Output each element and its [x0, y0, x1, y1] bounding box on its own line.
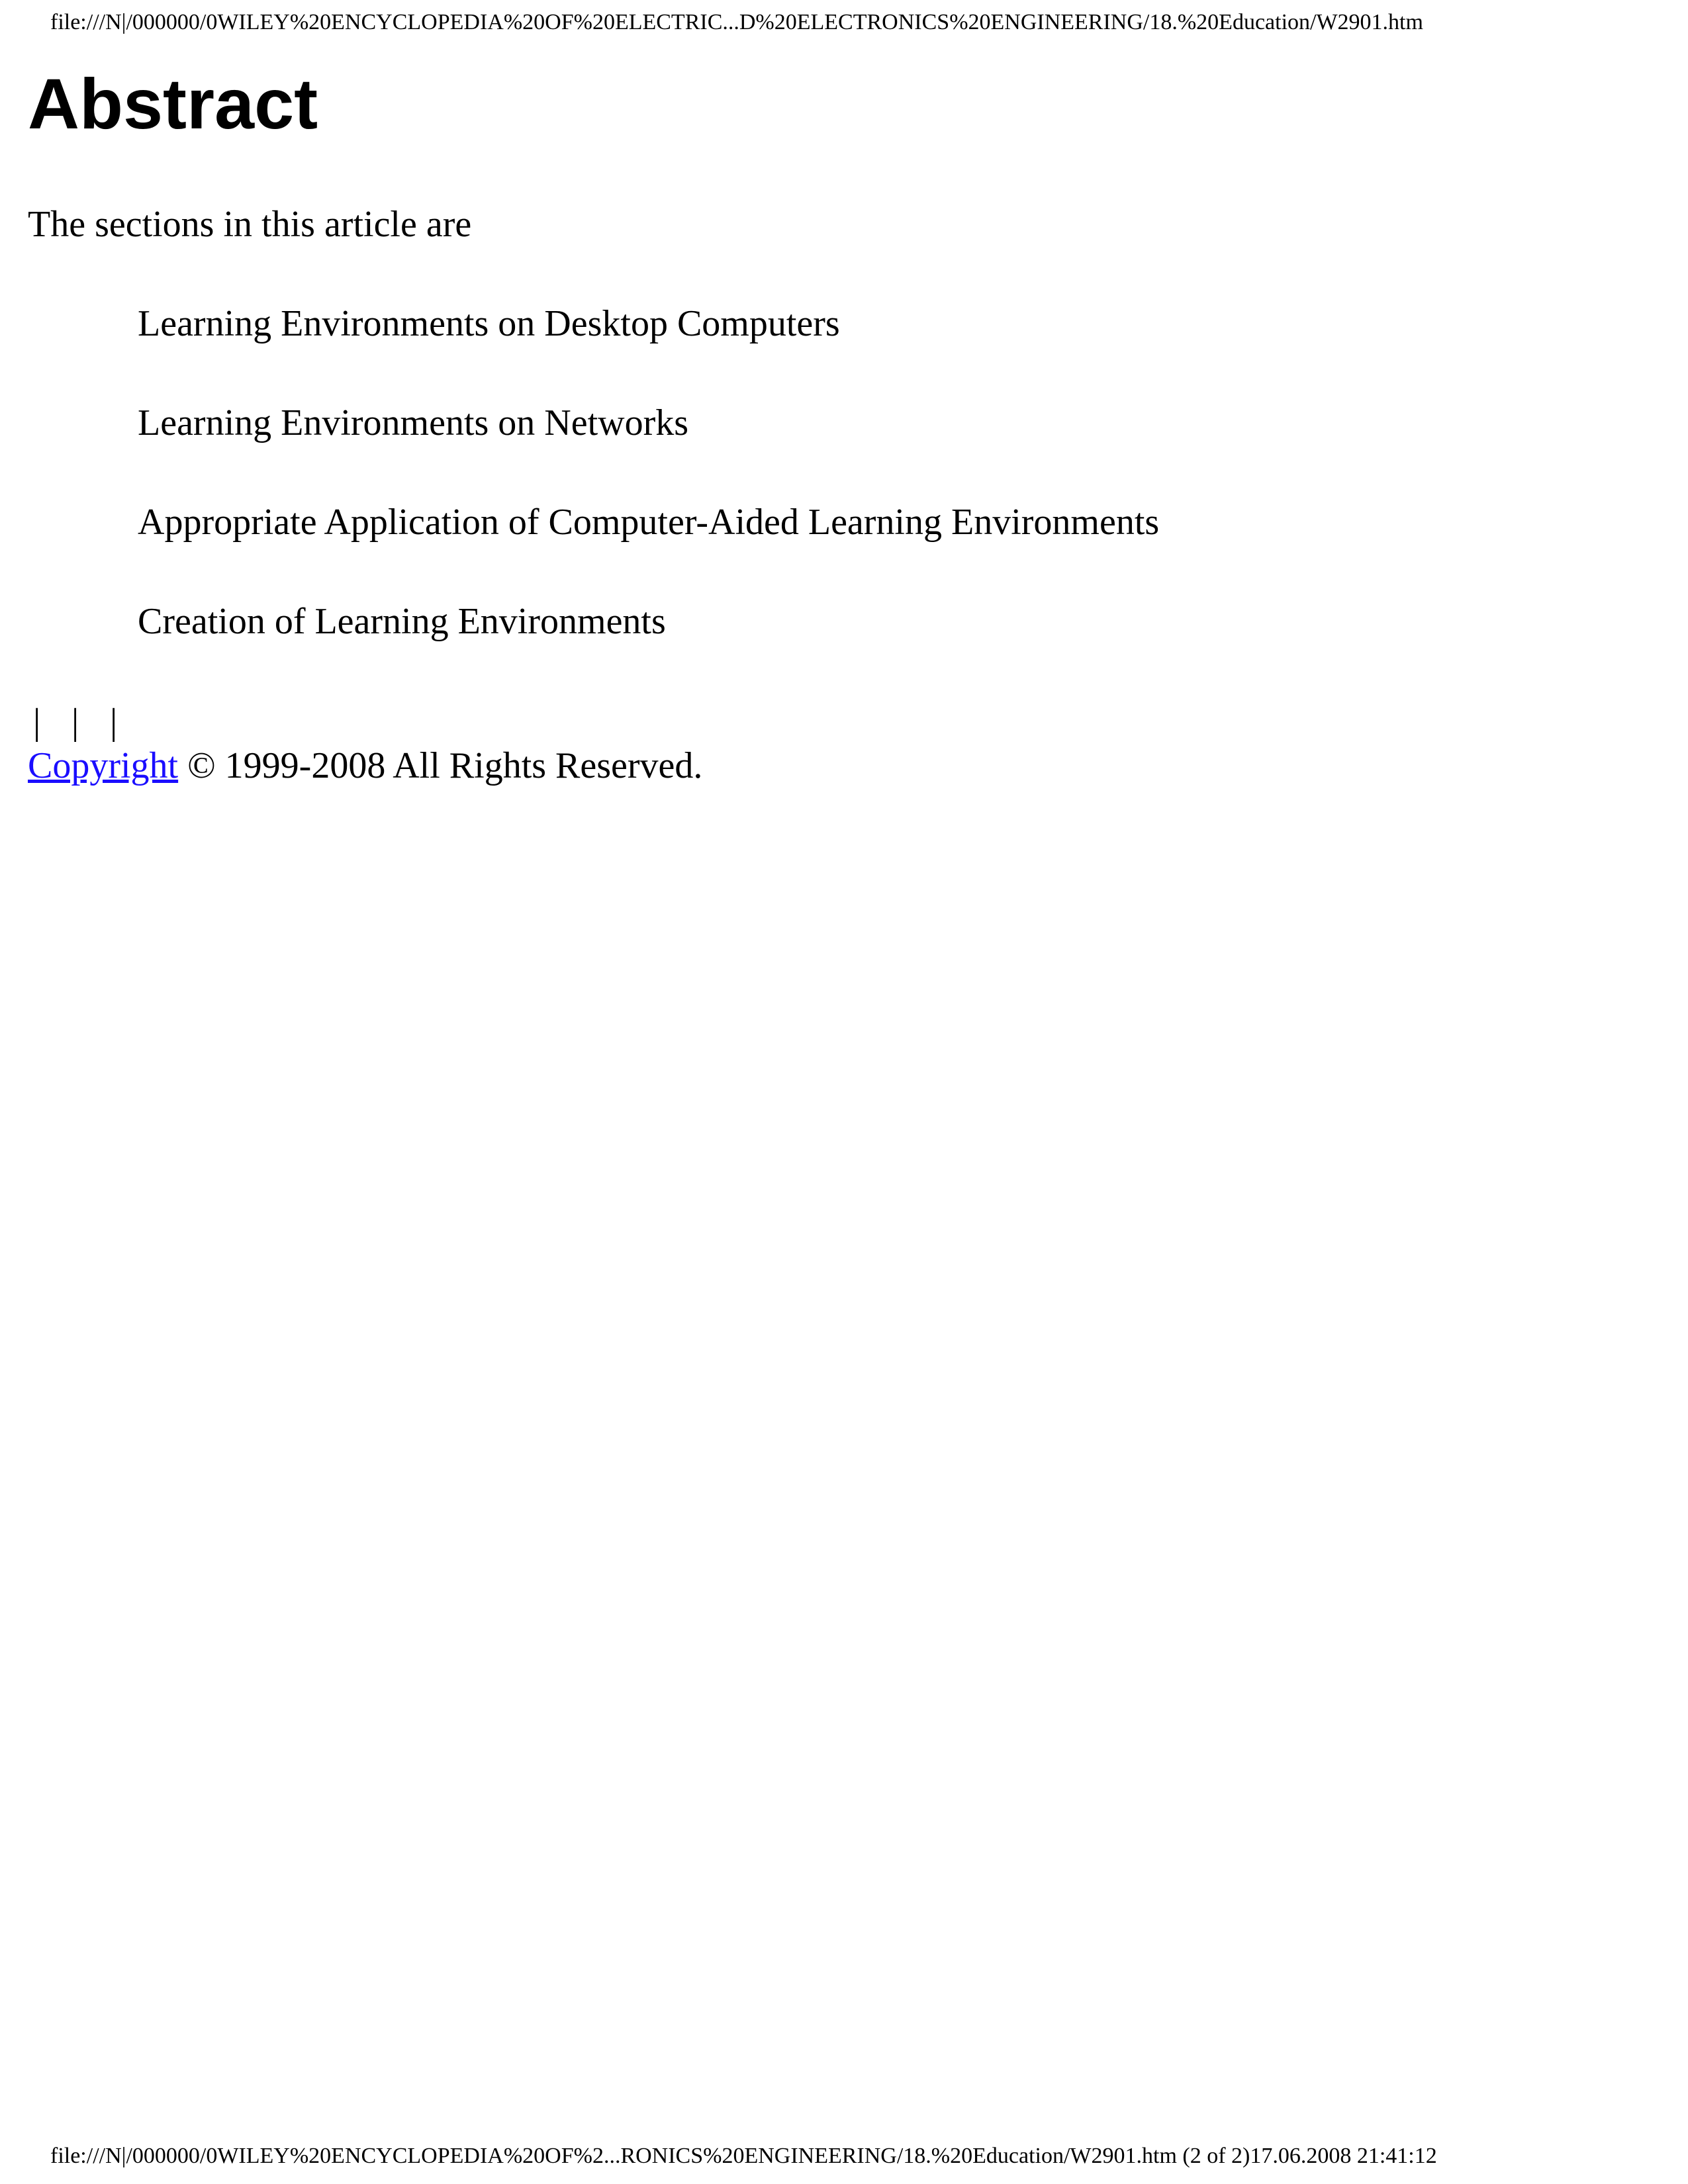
nav-separator: |	[71, 702, 79, 743]
page-title: Abstract	[28, 64, 318, 144]
nav-separator: |	[33, 702, 41, 743]
section-list	[28, 300, 1656, 645]
intro-text: The sections in this article are	[28, 204, 472, 245]
copyright-text: © 1999-2008 All Rights Reserved.	[187, 745, 703, 786]
print-footer-url: file:///N|/000000/0WILEY%20ENCYCLOPEDIA%20OF%2...RONICS%20ENGINEERING/18.%20Education/W2901.htm (2 of 2)17.06.2008 21:41:12	[50, 2144, 1437, 2168]
nav-separator-bar	[28, 699, 1656, 745]
nav-separator: |	[110, 702, 118, 743]
section-item: Appropriate Application of Computer-Aided Learning Environments	[138, 502, 1160, 543]
print-header-url: file:///N|/000000/0WILEY%20ENCYCLOPEDIA%20OF%20ELECTRIC...D%20ELECTRONICS%20ENGINEERING/18.%20Education/W2901.htm	[50, 10, 1423, 34]
section-item: Learning Environments on Networks	[138, 402, 689, 443]
copyright-link[interactable]: Copyright	[28, 745, 179, 786]
section-item: Learning Environments on Desktop Computers	[138, 303, 840, 344]
section-item: Creation of Learning Environments	[138, 601, 666, 642]
article-body	[28, 61, 1656, 789]
copyright-line	[28, 743, 1656, 789]
